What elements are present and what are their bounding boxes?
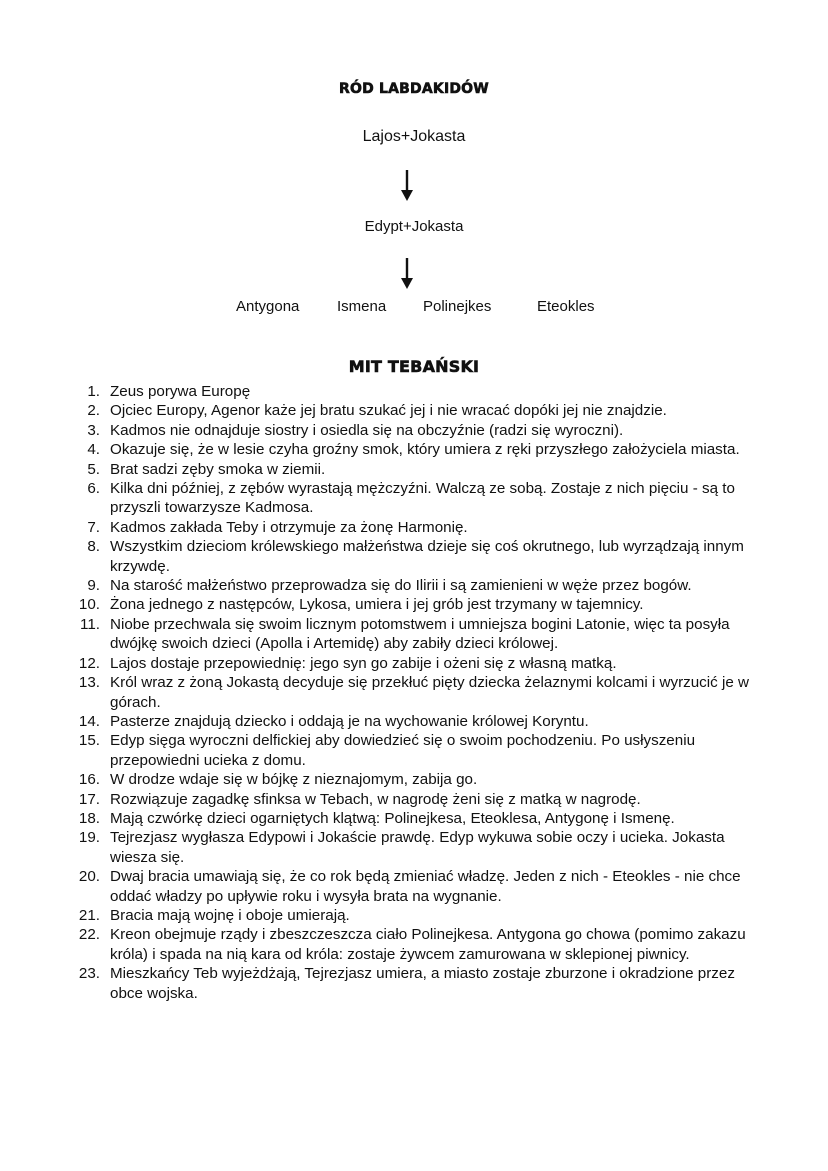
list-item xyxy=(74,382,764,401)
list-item-number: 4. xyxy=(87,441,100,459)
list-item-number: 9. xyxy=(87,577,100,595)
list-item-number: 21. xyxy=(78,906,100,924)
list-item-number: 23. xyxy=(78,965,100,983)
tree-child-ismena: Ismena xyxy=(337,298,387,315)
list-item-text: Mają czwórkę dzieci ogarniętych klątwą: Polinejkesa, Eteoklesa, Antygonę i Ismenę. xyxy=(110,809,675,827)
list-item-number: 6. xyxy=(87,480,100,498)
list-item-number: 22. xyxy=(78,926,100,944)
list-item xyxy=(74,906,764,925)
list-item-number: 1. xyxy=(87,383,100,400)
list-item-number: 20. xyxy=(78,868,100,886)
list-item xyxy=(74,809,764,828)
tree-child-polinejkes: Polinejkes xyxy=(423,298,492,315)
myth-event-list xyxy=(74,382,764,1003)
list-item-text: Dwaj bracia umawiają się, że co rok będą zmieniać władzę. Jeden z nich - Eteokles - nie chce oddać władzy po upływie roku i wysyła brata na wygnanie. xyxy=(110,868,741,905)
list-item-text: Ojciec Europy, Agenor każe jej bratu szukać jej i nie wracać dopóki jej nie znajdzie. xyxy=(110,402,667,420)
list-item-text: Edyp sięga wyroczni delfickiej aby dowiedzieć się o swoim pochodzeniu. Po usłyszeniu przepowiedni ucieka z domu. xyxy=(110,732,696,769)
list-item xyxy=(74,828,764,867)
list-item xyxy=(74,421,764,440)
list-item-number: 10. xyxy=(78,596,100,614)
list-item-text: Kadmos zakłada Teby i otrzymuje za żonę Harmonię. xyxy=(110,518,468,536)
list-item-number: 14. xyxy=(78,712,100,730)
list-item xyxy=(74,770,764,789)
list-item-text: Żona jednego z następców, Lykosa, umiera i jej grób jest trzymany w tajemnicy. xyxy=(110,596,644,614)
list-item xyxy=(74,673,764,712)
list-item xyxy=(74,925,764,964)
list-item-number: 2. xyxy=(87,402,100,420)
list-item-text: Okazuje się, że w lesie czyha groźny smok, który umiera z ręki przyszłego założyciela miasta. xyxy=(110,441,740,459)
list-item xyxy=(74,440,764,459)
list-item xyxy=(74,479,764,518)
list-item-number: 7. xyxy=(87,518,100,536)
list-item-text: W drodze wdaje się w bójkę z nieznajomym, zabija go. xyxy=(110,771,478,789)
list-item xyxy=(74,518,764,537)
list-item-text: Brat sadzi zęby smoka w ziemii. xyxy=(110,460,326,478)
list-item-text: Tejrezjasz wygłasza Edypowi i Jokaście prawdę. Edyp wykuwa sobie oczy i ucieka. Jokasta wiesza się. xyxy=(110,829,725,866)
list-item-number: 5. xyxy=(87,460,100,478)
down-arrow-icon xyxy=(400,170,414,202)
list-item-text: Na starość małżeństwo przeprowadza się do Ilirii i są zamienieni w węże przez bogów. xyxy=(110,577,692,595)
list-item-number: 19. xyxy=(78,829,100,847)
list-item-number: 13. xyxy=(78,674,100,692)
list-item-text: Pasterze znajdują dziecko i oddają je na wychowanie królowej Koryntu. xyxy=(110,712,589,730)
list-item-number: 17. xyxy=(78,790,100,808)
tree-node-parents: Lajos+Jokasta xyxy=(362,128,466,145)
list-item-text: Niobe przechwala się swoim licznym potomstwem i umniejsza bogini Latonie, więc ta posyła dwójkę swoich dzieci (Apolla i Artemidę) aby zabiły dzieci królowej. xyxy=(110,615,730,653)
list-item-number: 11. xyxy=(80,615,100,633)
list-item xyxy=(74,964,764,1003)
family-tree-title: RÓD LABDAKIDÓW xyxy=(339,81,489,97)
list-item-text: Zeus porywa Europę xyxy=(110,383,251,400)
list-item xyxy=(74,731,764,770)
list-item xyxy=(74,654,764,673)
tree-child-antygona: Antygona xyxy=(236,298,300,315)
list-item-text: Kilka dni później, z zębów wyrastają mężczyźni. Walczą ze sobą. Zostaje z nich pięciu - są to przyszli towarzysze Kadmosa. xyxy=(110,480,735,517)
tree-node-second-generation: Edypt+Jokasta xyxy=(364,218,464,235)
list-item xyxy=(74,615,764,654)
list-item-text: Kreon obejmuje rządy i zbeszczeszcza ciało Polinejkesa. Antygona go chowa (pomimo zakazu króla) i spada na nią kara od króla: zostaje żywcem zamurowana w sklepionej piwnicy. xyxy=(110,926,746,963)
tree-child-eteokles: Eteokles xyxy=(537,298,595,315)
list-item xyxy=(74,595,764,614)
myth-title: MIT TEBAŃSKI xyxy=(348,357,480,376)
list-item-number: 16. xyxy=(78,771,100,789)
list-item-number: 3. xyxy=(87,421,100,439)
list-item-text: Lajos dostaje przepowiednię: jego syn go zabije i ożeni się z własną matką. xyxy=(110,654,617,672)
list-item-number: 12. xyxy=(78,654,100,672)
down-arrow-icon xyxy=(400,258,414,290)
list-item xyxy=(74,460,764,479)
list-item-number: 15. xyxy=(78,732,100,750)
list-item-number: 18. xyxy=(78,809,100,827)
list-item-text: Rozwiązuje zagadkę sfinksa w Tebach, w nagrodę żeni się z matką w nagrodę. xyxy=(110,790,641,808)
list-item xyxy=(74,537,764,576)
list-item-text: Mieszkańcy Teb wyjeżdżają, Tejrezjasz umiera, a miasto zostaje zburzone i okradzione przez obce wojska. xyxy=(110,965,735,1002)
list-item xyxy=(74,712,764,731)
list-item xyxy=(74,790,764,809)
list-item xyxy=(74,401,764,420)
list-item-number: 8. xyxy=(87,538,100,556)
list-item-text: Król wraz z żoną Jokastą decyduje się przekłuć pięty dziecka żelaznymi kolcami i wyrzucić je w górach. xyxy=(110,674,749,711)
list-item xyxy=(74,867,764,906)
list-item-text: Wszystkim dzieciom królewskiego małżeństwa dzieje się coś okrutnego, lub wyrządzają innym krzywdę. xyxy=(110,538,744,575)
list-item-text: Bracia mają wojnę i oboje umierają. xyxy=(110,906,350,924)
list-item-text: Kadmos nie odnajduje siostry i osiedla się na obczyźnie (radzi się wyroczni). xyxy=(110,421,624,439)
list-item xyxy=(74,576,764,595)
